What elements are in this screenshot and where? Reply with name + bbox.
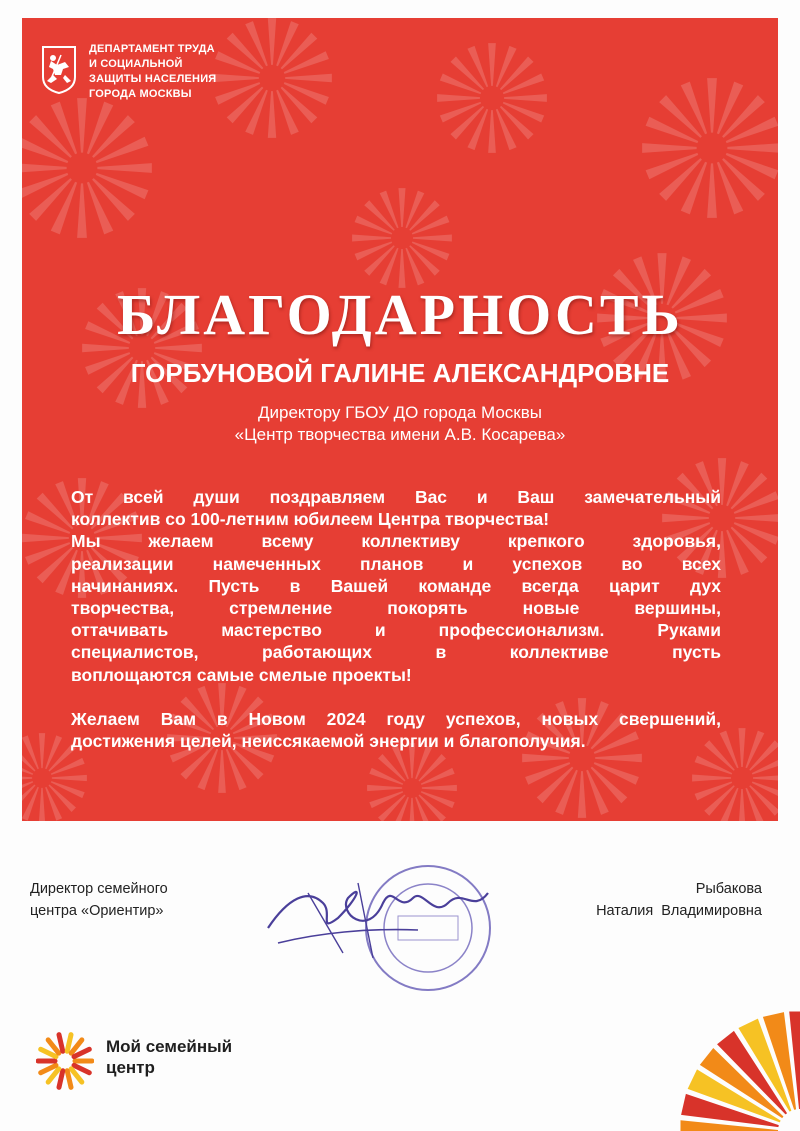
message-line: оттачивать мастерство и профессионализм. Руками [71,620,721,641]
signatory-role [30,878,168,922]
message-line: воплощаются самые смелые проекты! [71,664,412,685]
message-line: От всей души поздравляем Вас и Ваш замечательный [71,487,721,507]
message-line: Мы желаем всему коллективу крепкого здоровья, [71,531,721,552]
signature-and-stamp [248,858,518,998]
message-line: Желаем Вам в Новом 2024 году успехов, новых свершений, [71,708,721,729]
position-line: Директору ГБОУ ДО города Москвы [258,403,542,422]
document-title: БЛАГОДАРНОСТЬ [117,282,683,347]
department-name [89,42,289,102]
recipient-name: ГОРБУНОВОЙ ГАЛИНЕ АЛЕКСАНДРОВНЕ [130,358,670,388]
message-body [71,486,721,752]
certificate-panel [22,18,778,821]
department-line: ДЕПАРТАМЕНТ ТРУДА [89,43,215,55]
position-line: «Центр творчества имени А.В. Косарева» [234,425,566,444]
message-line: коллектив со 100-летним юбилеем Центра творчества! [71,509,550,530]
signatory-role-line: центра «Ориентир» [30,903,164,919]
department-line: ГОРОДА МОСКВЫ [89,88,192,100]
signatory-role-line: Директор семейного [30,881,168,897]
signatory-surname: Рыбакова [695,881,762,897]
message-line: начинаниях. Пусть в Вашей команде всегда царит дух [71,575,721,596]
recipient-position [22,402,778,446]
footer-brand-line: центр [106,1058,155,1077]
message-paragraph [71,486,721,530]
message-line: достижения целей, неиссякаемой энергии и благополучия. [71,731,586,752]
footer-brand [106,1036,232,1078]
signatory-name [520,878,762,922]
message-paragraph [71,530,721,685]
footer-brand-line: Мой семейный [106,1037,233,1056]
message-line: реализации намеченных планов и успехов во всех [71,553,721,574]
sun-rays-logo-icon [36,1032,94,1090]
message-paragraph [71,708,721,752]
message-line: специалистов, работающих в коллективе пусть [71,642,721,663]
signatory-given-names: Наталия Владимировна [596,903,762,919]
department-line: И СОЦИАЛЬНОЙ [89,58,183,70]
department-line: ЗАЩИТЫ НАСЕЛЕНИЯ [89,73,217,85]
moscow-coat-of-arms-icon [41,45,77,95]
message-line: творчества, стремление покорять новые вершины, [71,598,721,619]
corner-rays-decoration [640,990,800,1131]
